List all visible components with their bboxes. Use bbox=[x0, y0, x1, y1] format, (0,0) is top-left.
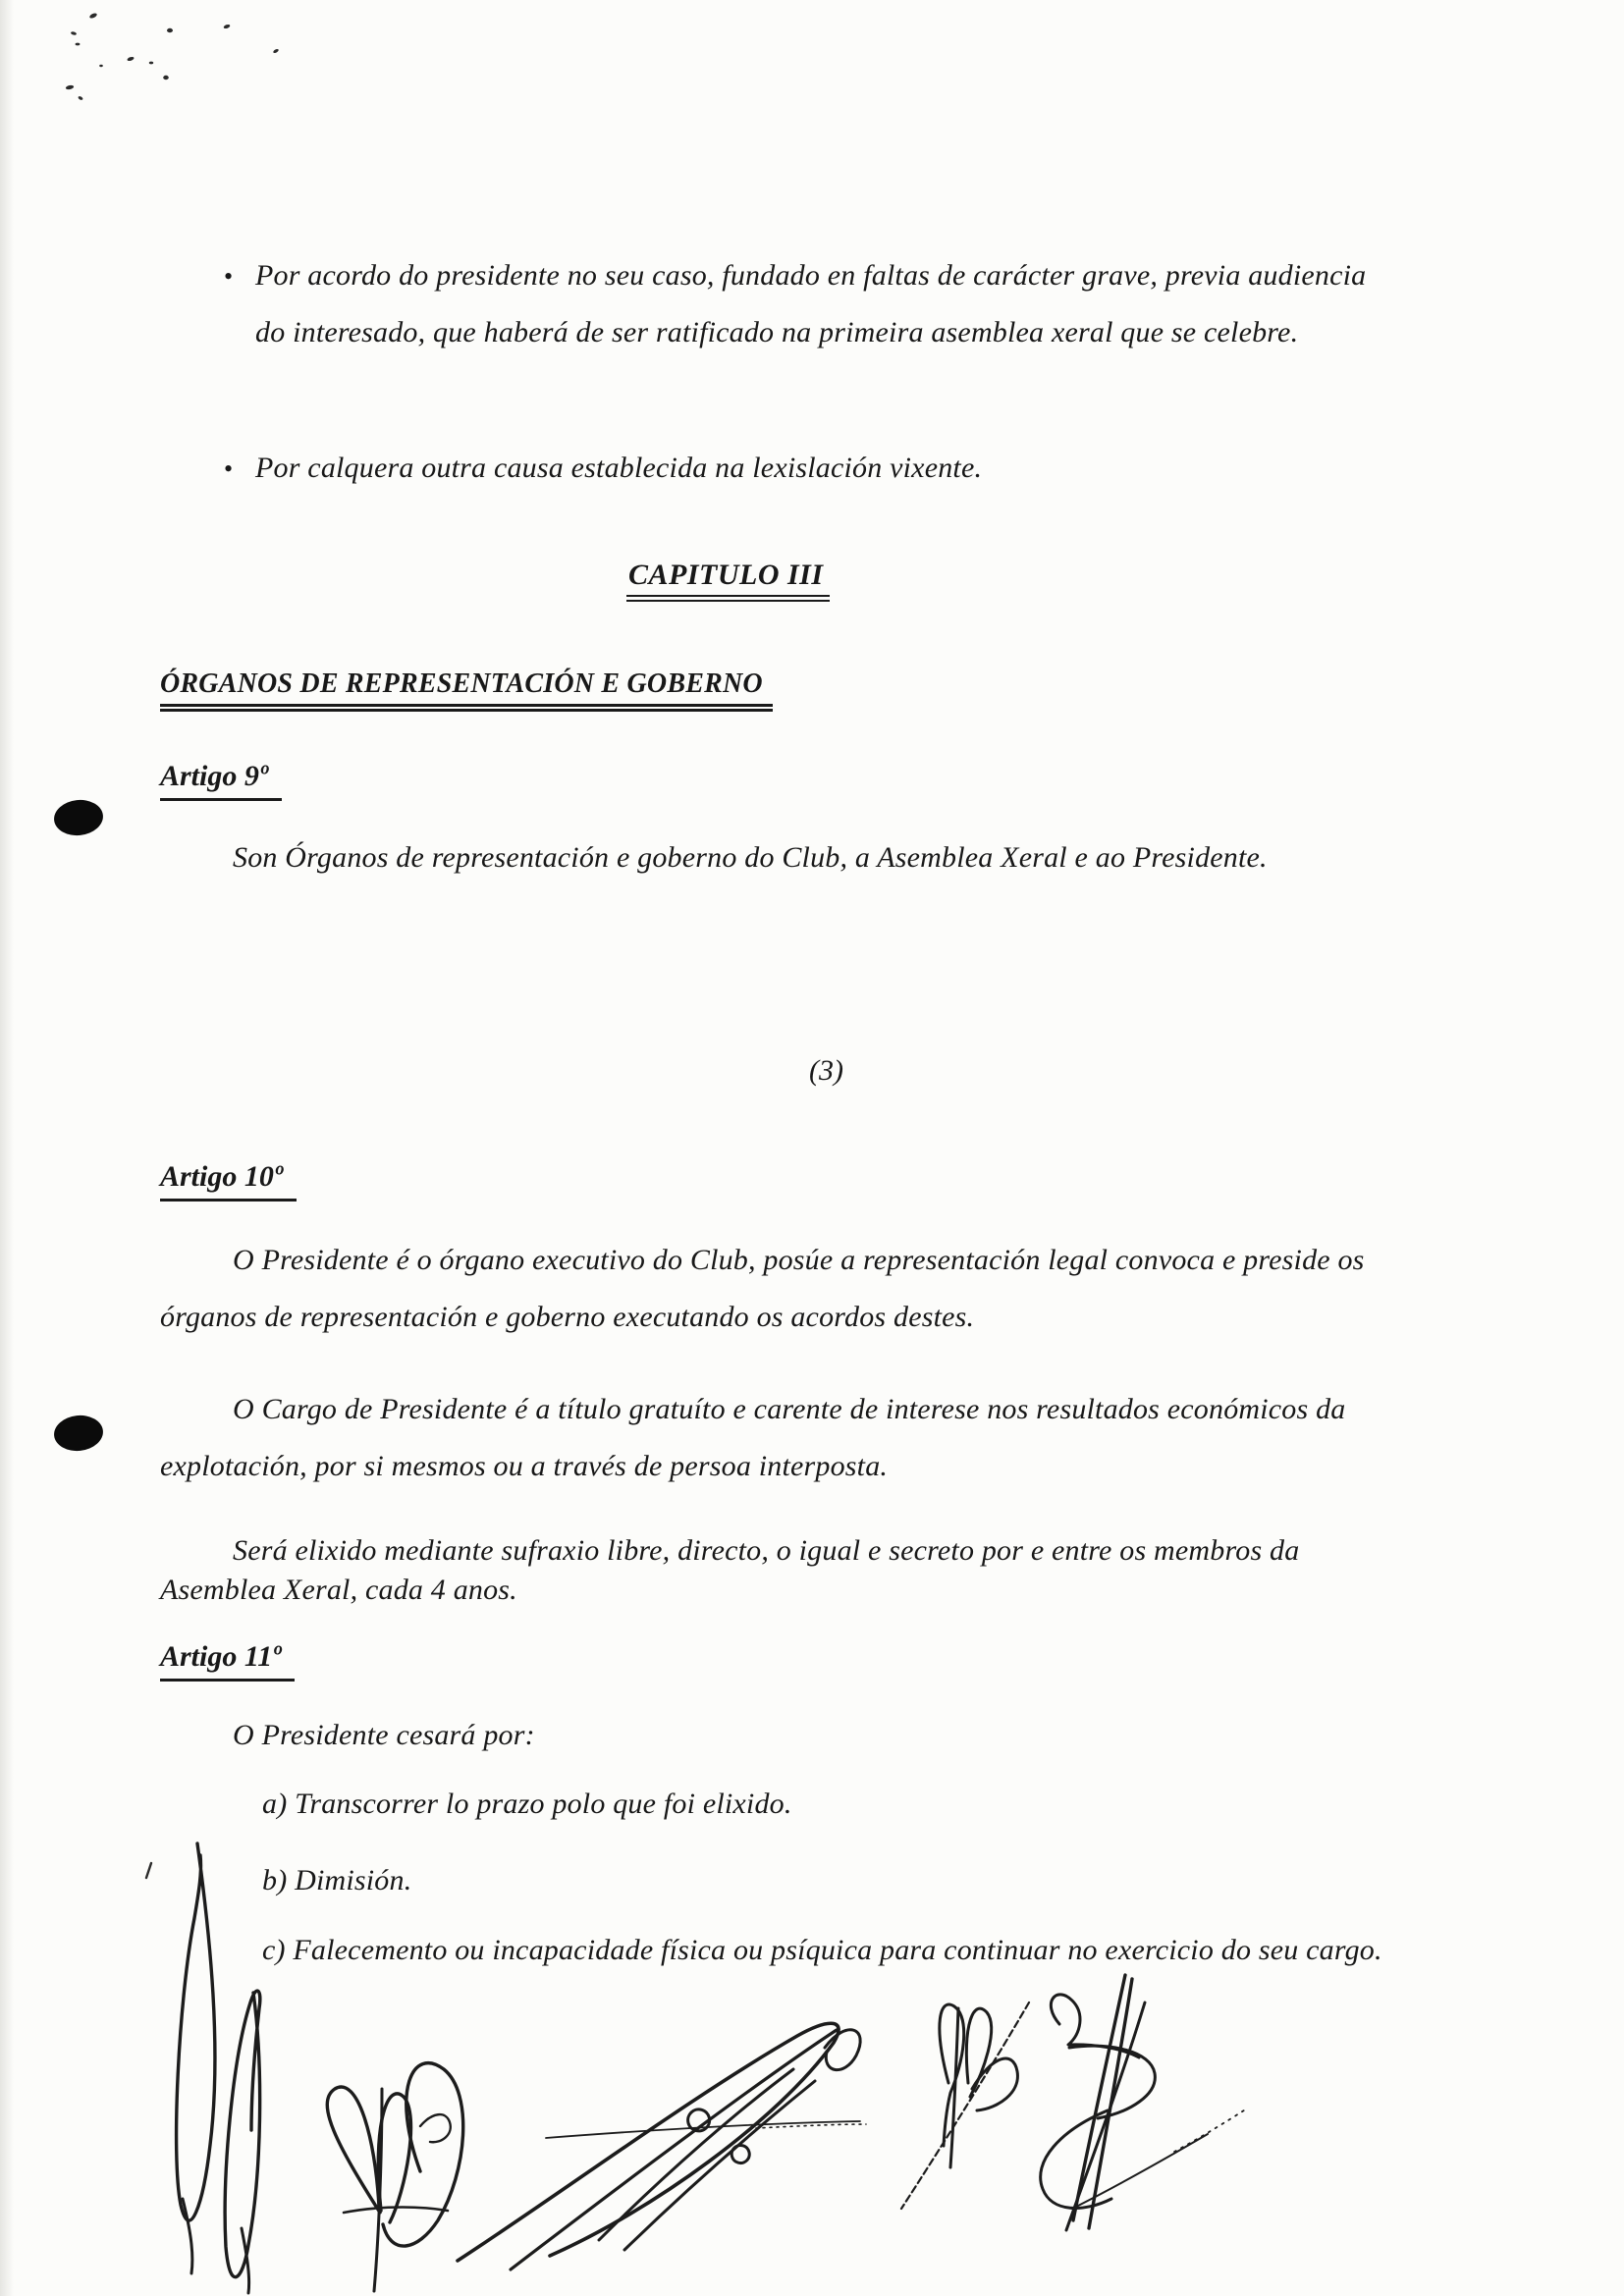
signature-2 bbox=[327, 2063, 462, 2291]
article-9-paragraph: Son Órganos de representación e goberno do Club, a Asemblea Xeral e ao Presidente. bbox=[233, 841, 1268, 874]
page-number: (3) bbox=[809, 1054, 843, 1087]
bullet-item bbox=[224, 440, 1384, 497]
bullet-item bbox=[224, 247, 1384, 361]
article-11-intro: O Presidente cesará por: bbox=[233, 1719, 535, 1751]
article-11-item-a: a) Transcorrer lo prazo polo que foi elixido. bbox=[262, 1788, 792, 1820]
article-10-paragraph: O Cargo de Presidente é a título gratuíto e carente de interese nos resultados económicos da explotación, por si mesmos ou a través de persoa interposta. bbox=[160, 1393, 1346, 1482]
scan-edge-artifact bbox=[0, 0, 14, 2296]
signature-3 bbox=[458, 2023, 866, 2269]
chapter-heading: CAPITULO III bbox=[626, 559, 830, 602]
article-11-heading: Artigo 11º bbox=[160, 1640, 295, 1682]
article-10-paragraph: O Presidente é o órgano executivo do Club, posúe a representación legal convoca e preside os órganos de representación e goberno executando os acordos destes. bbox=[160, 1244, 1365, 1333]
signature-1 bbox=[177, 1843, 260, 2293]
article-10-heading: Artigo 10º bbox=[160, 1160, 297, 1201]
article-10-paragraph: Será elixido mediante sufraxio libre, directo, o igual e secreto por e entre os membros da Asemblea Xeral, cada 4 anos. bbox=[160, 1534, 1300, 1606]
article-11-item-c: c) Falecemento ou incapacidade física ou psíquica para continuar no exercicio do seu cargo. bbox=[262, 1934, 1382, 1966]
bullet-text: Por calquera outra causa establecida na lexislación vixente. bbox=[255, 452, 983, 484]
section-heading: ÓRGANOS DE REPRESENTACIÓN E GOBERNO bbox=[160, 668, 773, 712]
bullet-text: Por acordo do presidente no seu caso, fundado en faltas de carácter grave, previa audiencia do interesado, que haberá de ser ratificado na primeira asemblea xeral que se celebre. bbox=[255, 259, 1367, 348]
article-9-heading: Artigo 9º bbox=[160, 760, 282, 801]
signature-4 bbox=[901, 2002, 1029, 2209]
bullet-icon: • bbox=[224, 454, 234, 483]
article-11-item-b: b) Dimisión. bbox=[262, 1864, 412, 1896]
hole-punch-marks bbox=[52, 797, 104, 1453]
signature-5 bbox=[1041, 1975, 1247, 2230]
bullet-icon: • bbox=[224, 262, 234, 291]
